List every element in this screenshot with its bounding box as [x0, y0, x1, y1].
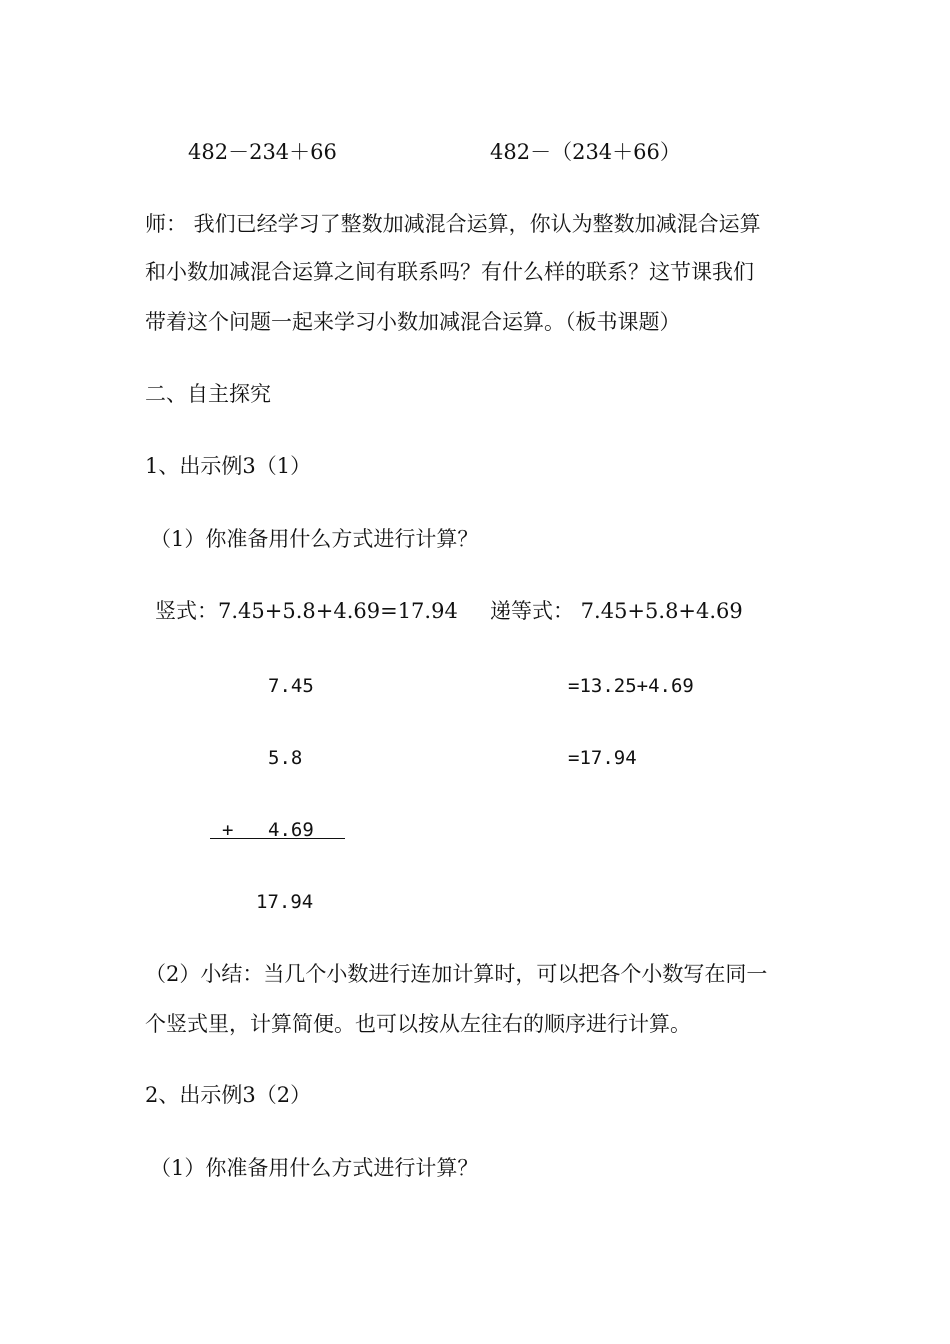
teacher-paragraph-line-3: 带着这个问题一起来学习小数加减混合运算。（板书课题）: [145, 310, 681, 334]
vertical-addend-2: 5.8: [268, 747, 303, 769]
vertical-addend-1: 7.45: [268, 675, 314, 697]
stepwise-form-label: 递等式： 7.45+5.8+4.69: [490, 599, 743, 623]
vertical-sum-result: 17.94: [256, 891, 314, 913]
vertical-sum-rule: [210, 838, 345, 839]
vertical-addend-3: 4.69: [268, 819, 314, 841]
section-heading: 二、自主探究: [145, 382, 271, 406]
example-question-2: （1）你准备用什么方式进行计算？: [150, 1156, 479, 1180]
teacher-paragraph-line-2: 和小数加减混合运算之间有联系吗？有什么样的联系？这节课我们: [145, 260, 754, 284]
expression-left: 482－234＋66: [188, 140, 337, 164]
plus-sign: +: [222, 819, 234, 841]
teacher-paragraph-line-1: 师： 我们已经学习了整数加减混合运算，你认为整数加减混合运算: [145, 212, 761, 236]
stepwise-step-2: =17.94: [568, 747, 637, 769]
stepwise-step-1: =13.25+4.69: [568, 675, 694, 697]
summary-line-2: 个竖式里，计算简便。也可以按从左往右的顺序进行计算。: [145, 1012, 691, 1036]
vertical-form-label: 竖式：7.45+5.8+4.69=17.94: [155, 599, 458, 623]
example-question-1: （1）你准备用什么方式进行计算？: [150, 527, 479, 551]
example-heading-2: 2、出示例3（2）: [145, 1083, 312, 1107]
expression-right: 482－（234＋66）: [490, 140, 681, 164]
example-heading-1: 1、出示例3（1）: [145, 454, 312, 478]
summary-line-1: （2）小结：当几个小数进行连加计算时，可以把各个小数写在同一: [145, 962, 768, 986]
